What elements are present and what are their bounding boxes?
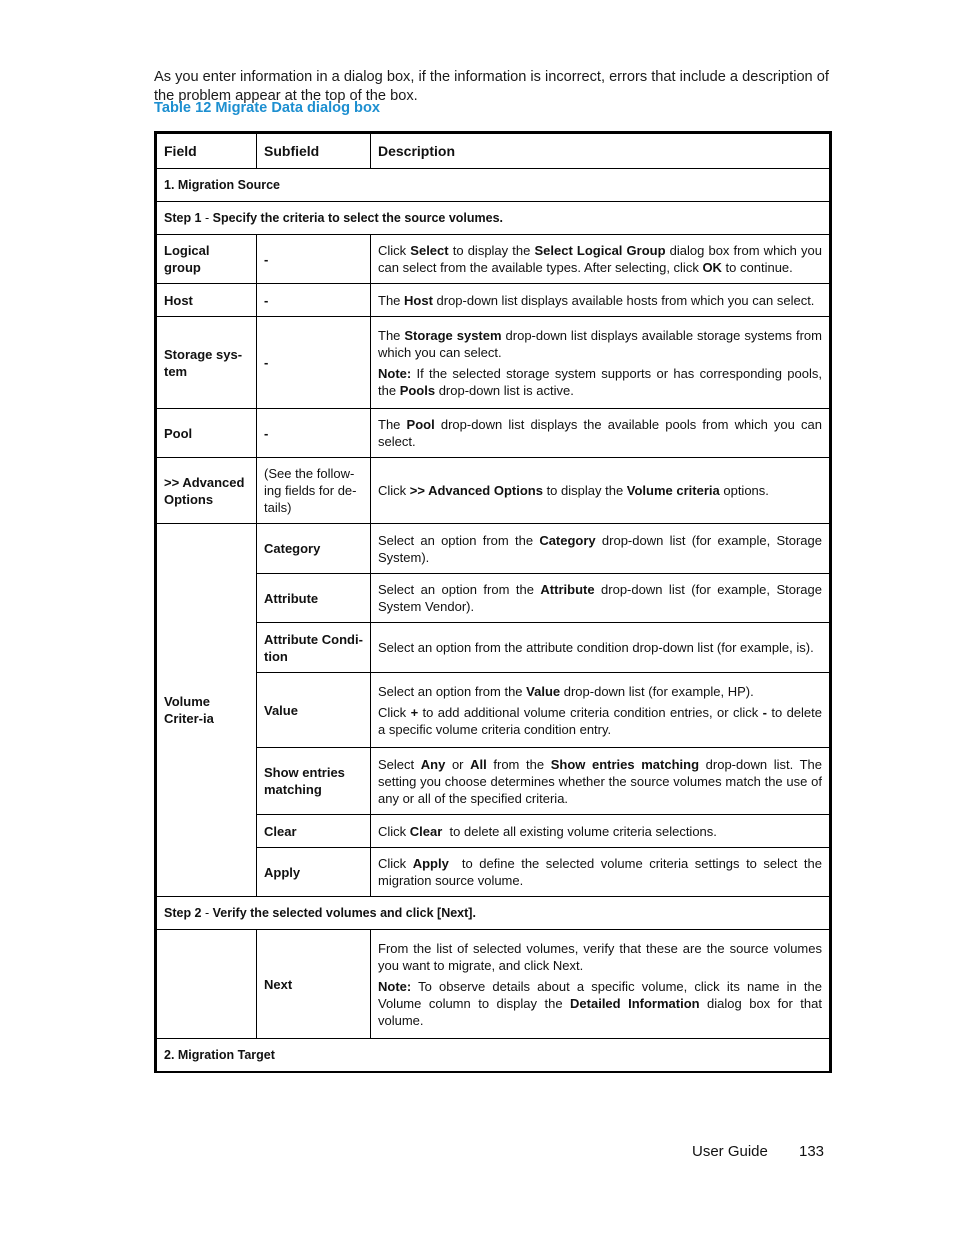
subfield-next: Next bbox=[257, 930, 371, 1039]
table-caption: Table 12 Migrate Data dialog box bbox=[154, 100, 380, 116]
subfield-attribute: Attribute bbox=[257, 574, 371, 623]
migrate-data-table bbox=[154, 131, 832, 1073]
desc-clear: Click Clear to delete all existing volume criteria selections. bbox=[371, 815, 831, 848]
desc-storage-system: The Storage system drop-down list displays available storage systems from which you can select. Note: If the selected storage system supports or has corresponding pools, the Pools drop-down list is active. bbox=[371, 317, 831, 409]
subfield-apply: Apply bbox=[257, 848, 371, 897]
table-row bbox=[156, 317, 831, 409]
table-row bbox=[156, 458, 831, 524]
field-advanced-options: >> Advanced Options bbox=[156, 458, 257, 524]
field-storage-system: Storage sys-tem bbox=[156, 317, 257, 409]
table-row bbox=[156, 409, 831, 458]
desc-next: From the list of selected volumes, verify that these are the source volumes you want to migrate, and click Next. Note: To observe details about a specific volume, click its name in the Volume column to display the Detailed Information dialog box for that volume. bbox=[371, 930, 831, 1039]
section-row-migration-target bbox=[156, 1039, 831, 1073]
table-row bbox=[156, 574, 831, 623]
section-migration-source: 1. Migration Source bbox=[156, 169, 831, 202]
table-row bbox=[156, 284, 831, 317]
header-subfield: Subfield bbox=[257, 133, 371, 169]
table-row bbox=[156, 815, 831, 848]
field-volume-criteria: Volume Criter-ia bbox=[156, 524, 257, 897]
step-2-sep: - bbox=[201, 905, 213, 920]
subfield-show-entries: Show entries matching bbox=[257, 748, 371, 815]
footer-label: User Guide bbox=[692, 1143, 768, 1160]
desc-show-entries: Select Any or All from the Show entries matching drop-down list. The setting you choose determines whether the source volumes match the use of any or all of the specified criteria. bbox=[371, 748, 831, 815]
section-row-migration-source bbox=[156, 169, 831, 202]
step-row-2 bbox=[156, 897, 831, 930]
subfield-advanced-options: (See the follow-ing fields for de-tails) bbox=[257, 458, 371, 524]
desc-attribute-condition: Select an option from the attribute condition drop-down list (for example, is). bbox=[371, 623, 831, 673]
table-row bbox=[156, 524, 831, 574]
section-migration-target: 2. Migration Target bbox=[156, 1039, 831, 1073]
table-header-row bbox=[156, 133, 831, 169]
desc-category: Select an option from the Category drop-down list (for example, Storage System). bbox=[371, 524, 831, 574]
field-empty bbox=[156, 930, 257, 1039]
desc-host: The Host drop-down list displays available hosts from which you can select. bbox=[371, 284, 831, 317]
table-row bbox=[156, 235, 831, 284]
page-number: 133 bbox=[799, 1143, 825, 1160]
table-row bbox=[156, 848, 831, 897]
subfield-host: - bbox=[257, 284, 371, 317]
subfield-value: Value bbox=[257, 673, 371, 748]
desc-logical-group: Click Select to display the Select Logical Group dialog box from which you can select from the available types. After selecting, click OK to continue. bbox=[371, 235, 831, 284]
desc-value: Select an option from the Value drop-down list (for example, HP). Click + to add additional volume criteria condition entries, or click - to delete a specific volume criteria condition entry. bbox=[371, 673, 831, 748]
header-description: Description bbox=[371, 133, 831, 169]
field-host: Host bbox=[156, 284, 257, 317]
subfield-logical-group: - bbox=[257, 235, 371, 284]
header-field: Field bbox=[156, 133, 257, 169]
step-2 bbox=[156, 897, 831, 930]
step-2-text: Verify the selected volumes and click [Next]. bbox=[212, 905, 476, 920]
desc-advanced-options: Click >> Advanced Options to display the Volume criteria options. bbox=[371, 458, 831, 524]
subfield-storage-system: - bbox=[257, 317, 371, 409]
field-pool: Pool bbox=[156, 409, 257, 458]
desc-pool: The Pool drop-down list displays the available pools from which you can select. bbox=[371, 409, 831, 458]
intro-paragraph: As you enter information in a dialog box, if the information is incorrect, errors that include a description of the problem appear at the top of the box. bbox=[154, 68, 829, 104]
step-1-text: Specify the criteria to select the source volumes. bbox=[212, 210, 504, 225]
desc-apply: Click Apply to define the selected volume criteria settings to select the migration source volume. bbox=[371, 848, 831, 897]
step-1-lead: Step 1 bbox=[164, 210, 202, 225]
table-row bbox=[156, 748, 831, 815]
table-row bbox=[156, 930, 831, 1039]
desc-attribute: Select an option from the Attribute drop-down list (for example, Storage System Vendor). bbox=[371, 574, 831, 623]
table-row bbox=[156, 673, 831, 748]
subfield-attribute-condition: Attribute Condi-tion bbox=[257, 623, 371, 673]
subfield-clear: Clear bbox=[257, 815, 371, 848]
table-row bbox=[156, 623, 831, 673]
subfield-pool: - bbox=[257, 409, 371, 458]
step-row-1 bbox=[156, 202, 831, 235]
step-1-sep: - bbox=[201, 210, 213, 225]
subfield-category: Category bbox=[257, 524, 371, 574]
step-1 bbox=[156, 202, 831, 235]
step-2-lead: Step 2 bbox=[164, 905, 202, 920]
field-logical-group: Logical group bbox=[156, 235, 257, 284]
